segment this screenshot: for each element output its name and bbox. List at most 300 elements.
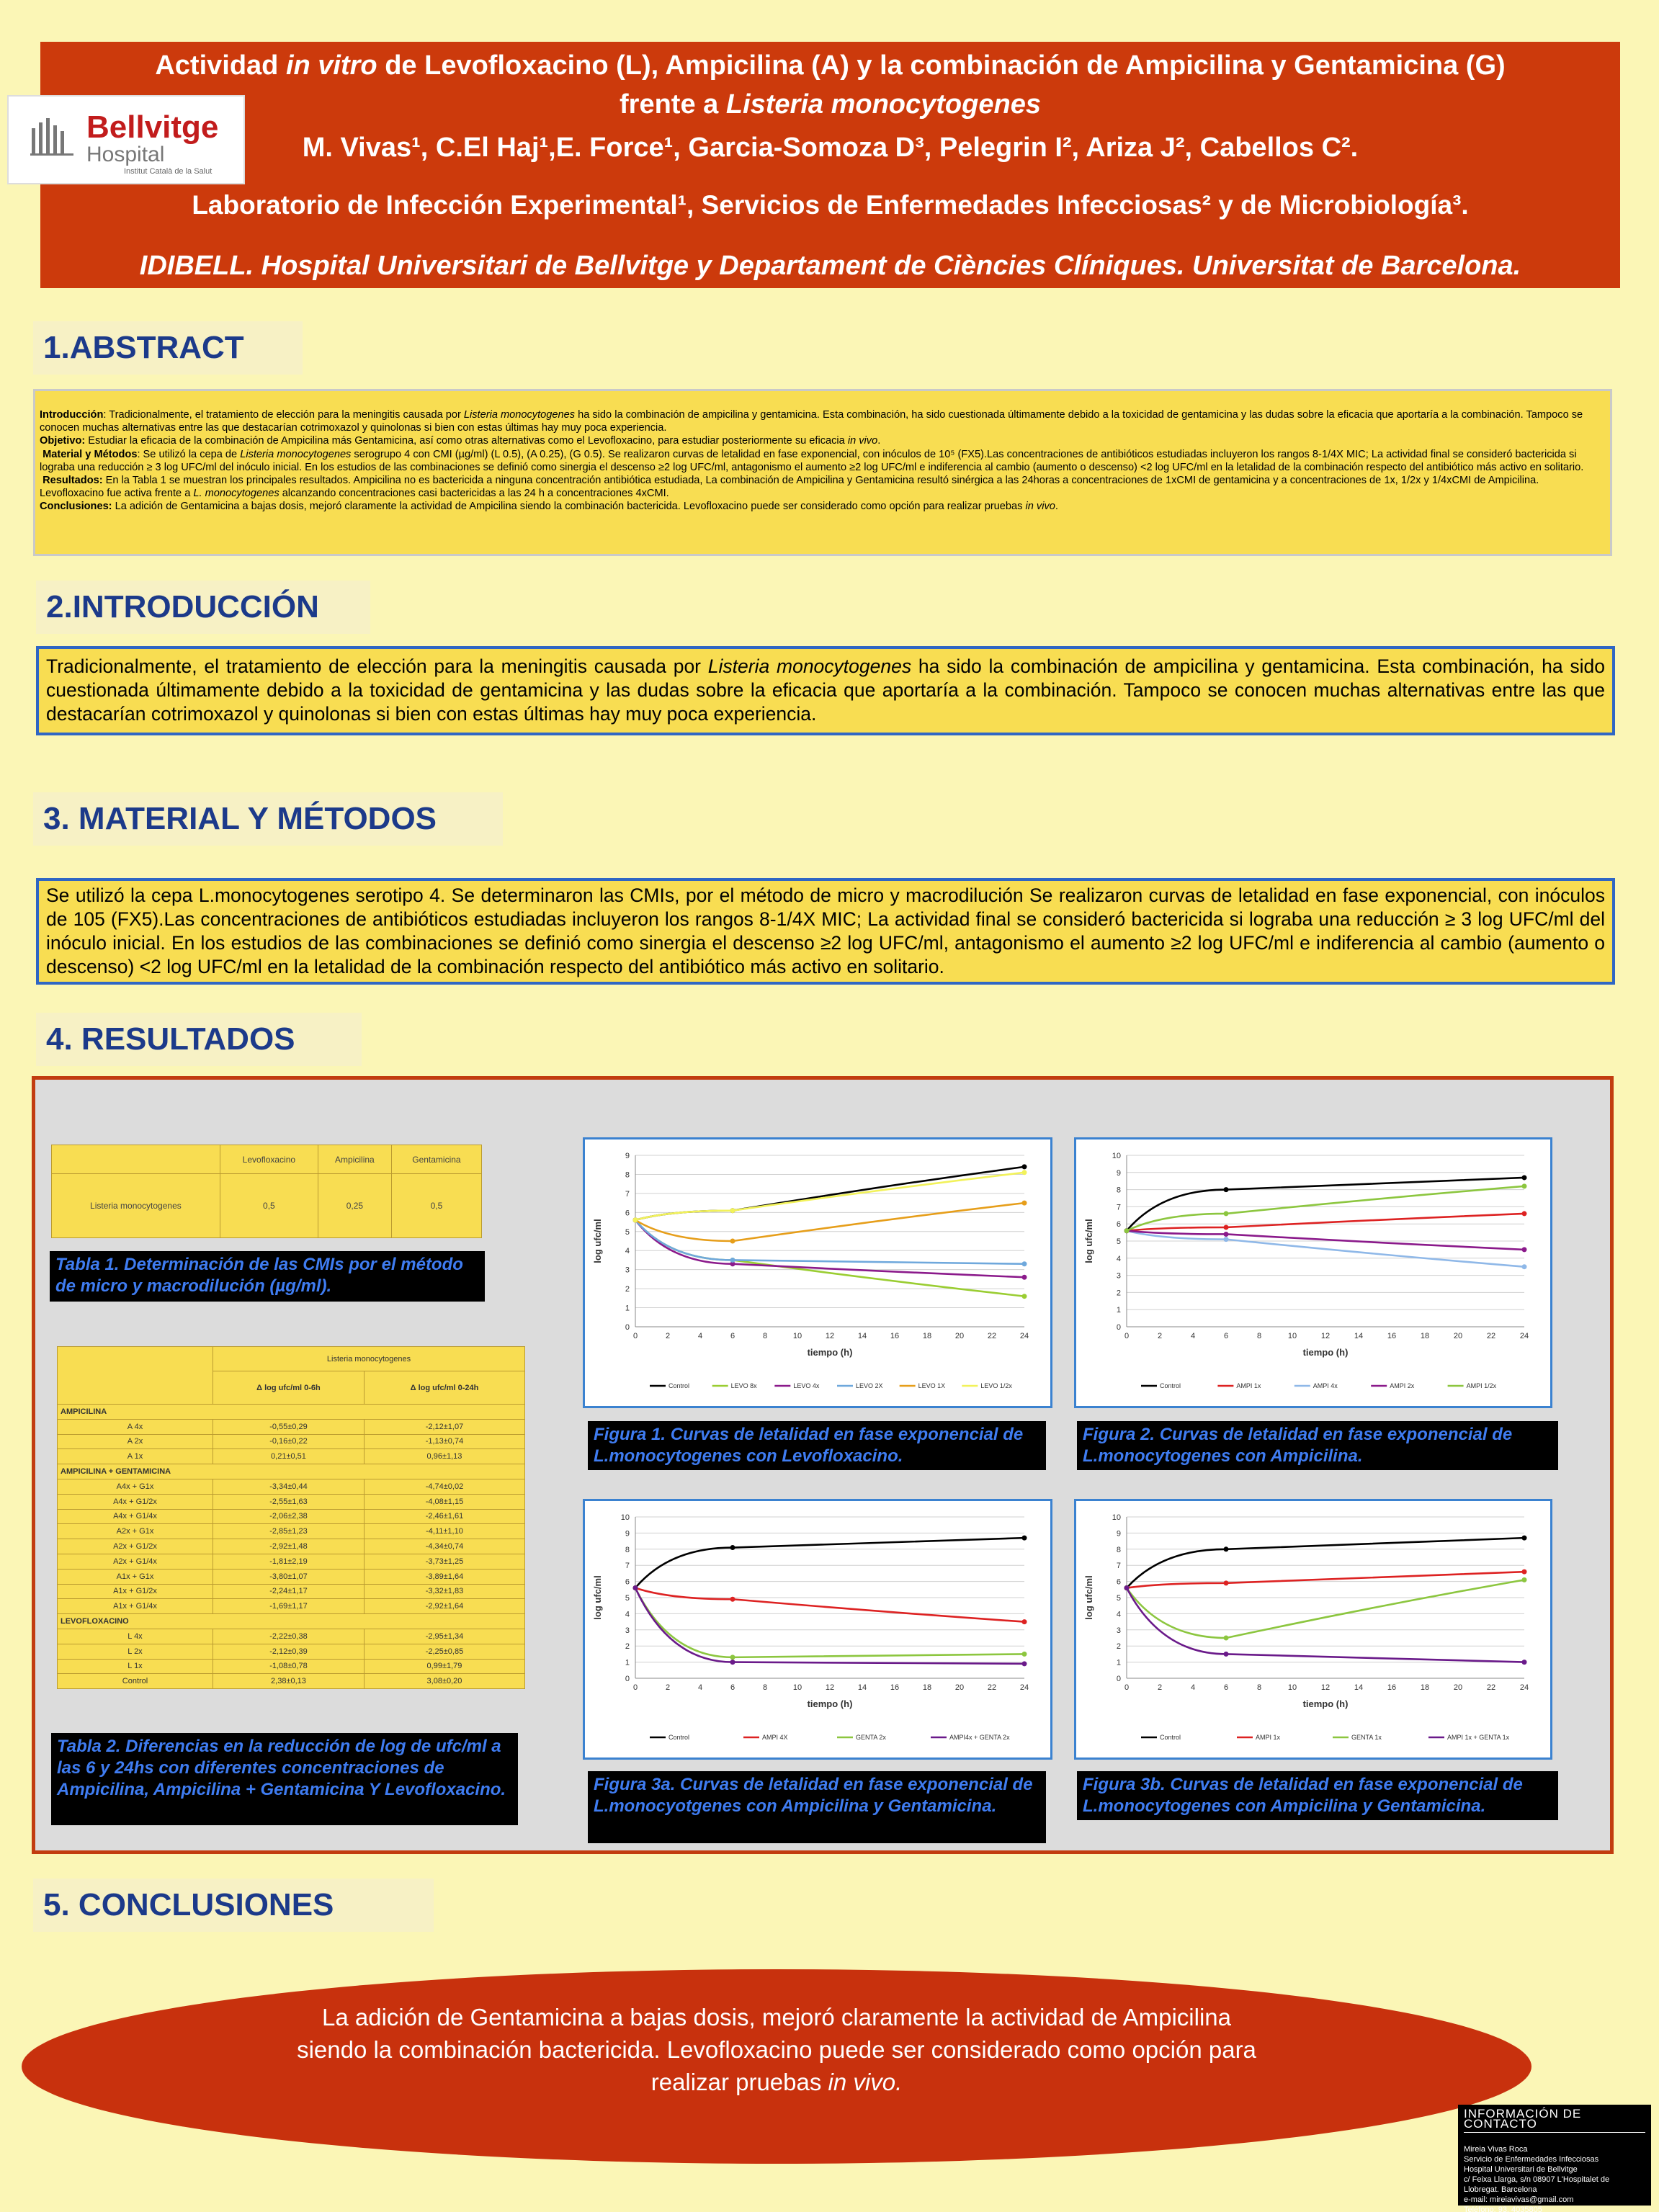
x-tick-label: 4 [697, 1332, 703, 1340]
table2-caption: Tabla 2. Diferencias en la reducción de log de ufc/ml a las 6 y 24hs con diferentes concentraciones de Ampicilina, Ampicilina + Gentamicina Y Levofloxacino. [51, 1733, 518, 1825]
series-line-ampi-2x [1127, 1231, 1524, 1250]
table1-header-cell: Gentamicina [391, 1145, 481, 1174]
y-tick-label: 9 [1116, 1168, 1121, 1178]
x-tick-label: 6 [730, 1332, 735, 1340]
table2-title: Listeria monocytogenes [213, 1347, 525, 1371]
data-point [1522, 1175, 1527, 1180]
x-tick-label: 0 [632, 1683, 638, 1692]
table2-group-row [58, 1464, 525, 1479]
table2-row [58, 1599, 525, 1614]
table2-row [58, 1584, 525, 1599]
abstract-methods: Material y Métodos: Se utilizó la cepa de Listeria monocytogenes serogrupo 4 con CMI (µg/ml) (L 0.5), (A 0.25), (G 0.5). Se realizaron curvas de letalidad en fase exponencial, con inóculos de 10⁵ (FX5).Las concentraciones de antibióticos estudiadas incluyeron los rangos 8-1/4X MIC; La actividad final se consideró bactericida si lograba una reducción ≥ 3 log UFC/ml del inóculo inicial. En los estudios de las combinaciones se definió como sinergia el descenso ≥2 log UFC/ml, antagonismo el aumento ≥2 log UFC/ml e indiferencia al cambio (aumento o descenso) <2 log UFC/ml en la letalidad de la combinación respecto del antibiótico más activo en solitario. [40, 448, 1584, 473]
table2-cell: -4,34±0,74 [364, 1539, 524, 1554]
x-tick-label: 8 [1256, 1332, 1262, 1340]
y-tick-label: 0 [1116, 1675, 1121, 1683]
data-point [730, 1258, 735, 1263]
table2-cell: 2,38±0,13 [213, 1674, 365, 1689]
x-tick-label: 16 [1387, 1683, 1397, 1692]
table2-row [58, 1509, 525, 1524]
table2-cell: A 4x [58, 1419, 213, 1434]
y-tick-label: 5 [1116, 1237, 1121, 1246]
institution: IDIBELL. Hospital Universitari de Bellvitge y Departament de Ciències Clíniques. Universitat de Barcelona. [139, 251, 1521, 281]
x-tick-label: 2 [1157, 1332, 1163, 1340]
legend-label: LEVO 1X [918, 1382, 946, 1389]
x-tick-label: 10 [792, 1683, 802, 1692]
chart-fig1 [583, 1137, 1052, 1408]
data-point [1224, 1224, 1229, 1230]
x-tick-label: 8 [762, 1683, 768, 1692]
table2-row [58, 1419, 525, 1434]
poster-title: Actividad in vitro de Levofloxacino (L), Ampicilina (A) y la combinación de Ampicilina y Gentamicina (G) frente a Listeria monocytogenes [155, 50, 1506, 120]
y-tick-label: 6 [1116, 1577, 1121, 1587]
y-tick-label: 10 [1112, 1152, 1121, 1160]
table2-cell: A 2x [58, 1434, 213, 1449]
table2-cell: A2x + G1/4x [58, 1554, 213, 1569]
table2-cell: -3,73±1,25 [364, 1554, 524, 1569]
contact-line: Teléfono: 93. 4035805 [1464, 2206, 1542, 2212]
x-axis-label: tiempo (h) [1302, 1698, 1349, 1709]
data-point [1224, 1580, 1229, 1585]
series-line-ampi-1x-genta-1x [1127, 1588, 1524, 1662]
logo-text-ics: Institut Català de la Salut [124, 167, 213, 176]
table2-cell: -0,16±0,22 [213, 1434, 365, 1449]
y-tick-label: 3 [1116, 1271, 1121, 1281]
table2-cell: -2,06±2,38 [213, 1509, 365, 1524]
y-tick-label: 6 [625, 1577, 630, 1587]
abstract-conclusions: Conclusiones: La adición de Gentamicina a bajas dosis, mejoró claramente la actividad de Ampicilina siendo la combinación bactericida. Levofloxacino puede ser considerado como opción para realizar pruebas in vivo. [40, 501, 1058, 513]
y-tick-label: 8 [625, 1545, 630, 1554]
legend-label: Control [668, 1734, 690, 1741]
x-tick-label: 24 [1519, 1683, 1529, 1692]
table2-cell: A1x + G1x [58, 1569, 213, 1584]
section-methods-heading: 3. MATERIAL Y MÉTODOS [33, 792, 503, 846]
intro-box: Tradicionalmente, el tratamiento de elección para la meningitis causada por Listeria monocytogenes ha sido la combinación de ampicilina y gentamicina. Esta combinación, ha sido cuestionada últimamente debido a la toxicidad de gentamicina y las dudas sobre la eficacia que aportaría a la combinación. Tampoco se conocen muchas alternativas entre las que destacarían cotrimoxazol y quinolonas si bien con estas últimas hay muy poca experiencia. [36, 646, 1615, 735]
section-results-heading: 4. RESULTADOS [36, 1013, 362, 1066]
table2-cell: -1,13±0,74 [364, 1434, 524, 1449]
data-point [1522, 1570, 1527, 1575]
legend-label: Control [1160, 1382, 1181, 1389]
data-point [730, 1208, 735, 1213]
fig2-caption: Figura 2. Curvas de letalidad en fase exponencial de L.monocytogenes con Ampicilina. [1077, 1421, 1558, 1470]
table2-cell: -3,89±1,64 [364, 1569, 524, 1584]
legend-label: LEVO 1/2x [980, 1382, 1012, 1389]
x-tick-label: 0 [1124, 1332, 1130, 1340]
x-tick-label: 22 [987, 1683, 997, 1692]
table1-cell: 0,5 [220, 1174, 318, 1238]
x-tick-label: 14 [857, 1332, 867, 1340]
table2-cell: -2,55±1,63 [213, 1494, 365, 1509]
data-point [730, 1654, 735, 1660]
data-point [1224, 1187, 1229, 1192]
table2-cell: -1,81±2,19 [213, 1554, 365, 1569]
table1-header-cell: Levofloxacino [220, 1145, 318, 1174]
series-line-levo-1x [635, 1203, 1024, 1241]
x-tick-label: 16 [890, 1332, 900, 1340]
x-tick-label: 14 [1354, 1683, 1364, 1692]
legend-label: GENTA 1x [1351, 1734, 1382, 1741]
x-tick-label: 2 [1157, 1683, 1163, 1692]
table2-cell: -2,12±0,39 [213, 1644, 365, 1659]
fig3b-caption: Figura 3b. Curvas de letalidad en fase exponencial de L.monocytogenes con Ampicilina y Gentamicina. [1077, 1771, 1558, 1820]
y-tick-label: 4 [625, 1610, 630, 1619]
table2-cell: A4x + G1/2x [58, 1494, 213, 1509]
x-tick-label: 12 [825, 1332, 835, 1340]
y-tick-label: 7 [1116, 1562, 1121, 1571]
legend-label: LEVO 8x [730, 1382, 757, 1389]
table2-cell: -2,24±1,17 [213, 1584, 365, 1599]
y-tick-label: 8 [1116, 1186, 1121, 1195]
legend-label: GENTA 2x [856, 1734, 886, 1741]
legend-label: AMPI 1/2x [1466, 1382, 1497, 1389]
legend-label: LEVO 2X [856, 1382, 883, 1389]
table2-row [58, 1644, 525, 1659]
data-point [1522, 1183, 1527, 1188]
table2-cell: A2x + G1x [58, 1524, 213, 1539]
series-line-levo-1-2x [635, 1173, 1024, 1220]
data-point [1022, 1536, 1027, 1541]
x-tick-label: 24 [1019, 1683, 1029, 1692]
y-tick-label: 5 [1116, 1594, 1121, 1603]
data-point [1224, 1636, 1229, 1641]
x-tick-label: 4 [1190, 1683, 1196, 1692]
y-axis-label: log ufc/ml [1083, 1219, 1094, 1263]
table2-cell: 0,21±0,51 [213, 1449, 365, 1464]
table1-header-cell [52, 1145, 220, 1174]
data-point [1022, 1261, 1027, 1266]
table2-cell: A2x + G1/2x [58, 1539, 213, 1554]
table2-cell: -4,74±0,02 [364, 1479, 524, 1494]
data-point [1224, 1652, 1229, 1657]
abstract-results: Resultados: En la Tabla 1 se muestran los principales resultados. Ampicilina no es bactericida a ninguna concentración antibiótica estudiada, La combinación de Ampicilina y Gentamicina resultó sinérgica a las 24horas a concentraciones de 1xCMI de gentamicina y a concentraciones de 1x, 1/2x y 1/4xCMI de Ampicilina. Levofloxacino fue activa frente a L. monocytogenes alcanzando concentraciones casi bactericidas a las 24 h a concentraciones 4xCMI. [40, 475, 1539, 500]
y-tick-label: 9 [625, 1529, 630, 1539]
y-tick-label: 3 [1116, 1626, 1121, 1635]
table-mic [51, 1145, 482, 1238]
data-point [1022, 1201, 1027, 1206]
x-tick-label: 4 [1190, 1332, 1196, 1340]
conclusions-text: La adición de Gentamicina a bajas dosis, mejoró claramente la actividad de Ampicilina siendo la combinación bactericida. Levofloxacino puede ser considerado como opción para realizar pruebas in vivo. [297, 2004, 1256, 2095]
x-tick-label: 14 [1354, 1332, 1364, 1340]
table2-cell: A 1x [58, 1449, 213, 1464]
table2-row [58, 1674, 525, 1689]
data-point [730, 1597, 735, 1602]
x-tick-label: 16 [1387, 1332, 1397, 1340]
legend-label: AMPI 1x [1256, 1734, 1281, 1741]
table2-cell: A1x + G1/4x [58, 1599, 213, 1614]
data-point [1224, 1232, 1229, 1237]
y-tick-label: 2 [1116, 1642, 1121, 1652]
legend-label: AMPI 2x [1390, 1382, 1415, 1389]
table2-row [58, 1539, 525, 1554]
table2-row [58, 1494, 525, 1509]
table2-corner [58, 1347, 213, 1405]
affiliations: Laboratorio de Infección Experimental¹, Servicios de Enfermedades Infecciosas² y de Microbiología³. [192, 190, 1469, 220]
data-point [1022, 1652, 1027, 1657]
y-tick-label: 9 [1116, 1529, 1121, 1539]
table2-cell: -2,22±0,38 [213, 1629, 365, 1644]
x-tick-label: 12 [825, 1683, 835, 1692]
legend-label: AMPI4x + GENTA 2x [949, 1734, 1010, 1741]
logo-text-hospital: Hospital [86, 143, 165, 166]
table2-row [58, 1629, 525, 1644]
y-tick-label: 2 [1116, 1289, 1121, 1298]
table1-cell: 0,5 [391, 1174, 481, 1238]
table2-cell: 3,08±0,20 [364, 1674, 524, 1689]
x-tick-label: 20 [1453, 1332, 1463, 1340]
x-tick-label: 18 [1420, 1332, 1430, 1340]
x-tick-label: 2 [665, 1683, 671, 1692]
y-tick-label: 7 [625, 1562, 630, 1571]
table2-group-row [58, 1405, 525, 1420]
x-tick-label: 14 [857, 1683, 867, 1692]
data-point [633, 1217, 638, 1222]
chart-fig2-svg [1076, 1139, 1550, 1406]
x-tick-label: 20 [954, 1683, 965, 1692]
chart-fig3a [583, 1499, 1052, 1760]
logo-bars-icon [30, 118, 73, 156]
series-line-ampi-4x [635, 1588, 1024, 1622]
table2-group-label: AMPICILINA + GENTAMICINA [58, 1464, 525, 1479]
table2-col-header: Δ log ufc/ml 0-24h [364, 1371, 524, 1405]
table2-cell: -2,46±1,61 [364, 1509, 524, 1524]
table2-cell: A1x + G1/2x [58, 1584, 213, 1599]
logo-text-bellvitge: Bellvitge [86, 109, 219, 145]
y-axis-label: log ufc/ml [1083, 1575, 1094, 1620]
y-tick-label: 4 [625, 1247, 630, 1256]
abstract-box [33, 389, 1612, 556]
x-tick-label: 22 [987, 1332, 997, 1340]
y-tick-label: 0 [625, 1675, 630, 1683]
x-tick-label: 18 [1420, 1683, 1430, 1692]
data-point [1022, 1619, 1027, 1624]
table2-cell: -2,92±1,64 [364, 1599, 524, 1614]
x-tick-label: 2 [665, 1332, 671, 1340]
data-point [730, 1545, 735, 1550]
y-tick-label: 6 [625, 1209, 630, 1218]
y-tick-label: 8 [625, 1170, 630, 1180]
legend-label: AMPI 1x [1236, 1382, 1261, 1389]
data-point [730, 1660, 735, 1665]
table2-cell: -2,25±0,85 [364, 1644, 524, 1659]
data-point [1224, 1237, 1229, 1242]
table2-cell: -2,12±1,07 [364, 1419, 524, 1434]
y-tick-label: 4 [1116, 1610, 1121, 1619]
x-tick-label: 8 [762, 1332, 768, 1340]
fig3a-caption: Figura 3a. Curvas de letalidad en fase exponencial de L.monocyotgenes con Ampicilina y Gentamicina. [588, 1771, 1046, 1843]
chart-fig3a-svg [585, 1501, 1050, 1757]
legend-label: Control [1160, 1734, 1181, 1741]
x-tick-label: 10 [792, 1332, 802, 1340]
table2-row [58, 1449, 525, 1464]
data-point [1522, 1247, 1527, 1252]
table2-row [58, 1659, 525, 1674]
table2-cell: -2,85±1,23 [213, 1524, 365, 1539]
data-point [1124, 1585, 1130, 1590]
y-tick-label: 5 [625, 1594, 630, 1603]
y-tick-label: 8 [1116, 1545, 1121, 1554]
y-tick-label: 7 [625, 1189, 630, 1199]
table2-cell: -4,11±1,10 [364, 1524, 524, 1539]
data-point [1522, 1660, 1527, 1665]
bellvitge-logo [7, 95, 245, 184]
table2-row [58, 1434, 525, 1449]
y-tick-label: 1 [1116, 1658, 1121, 1667]
table1-caption: Tabla 1. Determinación de las CMIs por el método de micro y macrodilución (µg/ml). [50, 1251, 485, 1302]
x-tick-label: 0 [1124, 1683, 1130, 1692]
y-axis-label: log ufc/ml [592, 1219, 603, 1263]
section-intro-heading: 2.INTRODUCCIÓN [36, 581, 370, 634]
table2-cell: 0,96±1,13 [364, 1449, 524, 1464]
table2-row [58, 1554, 525, 1569]
x-tick-label: 20 [1453, 1683, 1463, 1692]
x-tick-label: 6 [730, 1683, 735, 1692]
x-tick-label: 18 [922, 1332, 932, 1340]
table2-cell: L 2x [58, 1644, 213, 1659]
y-tick-label: 0 [625, 1323, 630, 1332]
fig1-caption: Figura 1. Curvas de letalidad en fase exponencial de L.monocytogenes con Levofloxacino. [588, 1421, 1046, 1470]
table2-cell: 0,99±1,79 [364, 1659, 524, 1674]
legend-label: AMPI 4X [762, 1734, 788, 1741]
table2-cell: -3,80±1,07 [213, 1569, 365, 1584]
y-tick-label: 7 [1116, 1203, 1121, 1212]
table1-header-cell: Ampicilina [318, 1145, 391, 1174]
table2-cell: -2,92±1,48 [213, 1539, 365, 1554]
x-tick-label: 20 [954, 1332, 965, 1340]
table2-cell: -4,08±1,15 [364, 1494, 524, 1509]
series-line-levo-4x [635, 1220, 1024, 1277]
series-line-ampi-4x [1127, 1231, 1524, 1267]
table2-cell: -2,95±1,34 [364, 1629, 524, 1644]
legend-label: Control [668, 1382, 690, 1389]
series-line-control [635, 1538, 1024, 1588]
x-tick-label: 18 [922, 1683, 932, 1692]
table2-row [58, 1479, 525, 1494]
table2-row [58, 1569, 525, 1584]
x-tick-label: 6 [1223, 1683, 1229, 1692]
table1-cell: Listeria monocytogenes [52, 1174, 220, 1238]
table2-cell: -3,32±1,83 [364, 1584, 524, 1599]
contact-line: Servicio de Enfermedades Infecciosas [1464, 2155, 1599, 2164]
conclusions-ellipse [22, 1969, 1531, 2164]
x-axis-label: tiempo (h) [807, 1698, 853, 1709]
y-tick-label: 4 [1116, 1254, 1121, 1263]
table2-group-row [58, 1614, 525, 1629]
x-tick-label: 16 [890, 1683, 900, 1692]
table1-cell: 0,25 [318, 1174, 391, 1238]
contact-heading: INFORMACIÓN DE CONTACTO [1464, 2109, 1645, 2133]
chart-fig2 [1074, 1137, 1552, 1408]
x-tick-label: 10 [1287, 1683, 1297, 1692]
table2-cell: -0,55±0,29 [213, 1419, 365, 1434]
x-tick-label: 22 [1486, 1683, 1496, 1692]
data-point [1224, 1546, 1229, 1551]
table2-col-header: Δ log ufc/ml 0-6h [213, 1371, 365, 1405]
chart-fig3b [1074, 1499, 1552, 1760]
x-tick-label: 6 [1223, 1332, 1229, 1340]
x-axis-label: tiempo (h) [807, 1347, 853, 1358]
data-point [1224, 1211, 1229, 1216]
data-point [1522, 1577, 1527, 1582]
y-tick-label: 9 [625, 1152, 630, 1160]
data-point [1124, 1228, 1130, 1233]
chart-fig3b-svg [1076, 1501, 1550, 1757]
legend-label: AMPI 4x [1313, 1382, 1338, 1389]
contact-line: Llobregat. Barcelona [1464, 2185, 1537, 2194]
table2-group-label: AMPICILINA [58, 1405, 525, 1420]
abstract-intro: Introducción: Tradicionalmente, el tratamiento de elección para la meningitis causada por Listeria monocytogenes ha sido la combinación de ampicilina y gentamicina. Esta combinación, ha sido cuestionada últimamente debido a la toxicidad de gentamicina y las dudas sobre la eficacia que aportaría a la combinación. Tampoco se conocen muchas alternativas entre las que destacarían cotrimoxazol y quinolonas si bien con estas últimas hay muy poca experiencia. [40, 409, 1583, 434]
y-tick-label: 2 [625, 1285, 630, 1294]
series-line-ampi4x-genta-2x [635, 1588, 1024, 1664]
data-point [1522, 1264, 1527, 1269]
data-point [1022, 1170, 1027, 1175]
table2-cell: A4x + G1/4x [58, 1509, 213, 1524]
table2-group-label: LEVOFLOXACINO [58, 1614, 525, 1629]
x-tick-label: 22 [1486, 1332, 1496, 1340]
y-tick-label: 3 [625, 1266, 630, 1275]
y-tick-label: 5 [625, 1227, 630, 1237]
x-tick-label: 4 [697, 1683, 703, 1692]
x-tick-label: 10 [1287, 1332, 1297, 1340]
data-point [1022, 1294, 1027, 1299]
data-point [1522, 1211, 1527, 1216]
authors: M. Vivas¹, C.El Haj¹,E. Force¹, Garcia-Somoza D³, Pelegrin I², Ariza J², Cabellos C². [302, 133, 1359, 163]
methods-box: Se utilizó la cepa L.monocytogenes serotipo 4. Se determinaron las CMIs, por el método de micro y macrodilución Se realizaron curvas de letalidad en fase exponencial, con inóculos de 105 (FX5).Las concentraciones de antibióticos estudiadas incluyeron los rangos 8-1/4X MIC; La actividad final se consideró bactericida si lograba una reducción ≥ 3 log UFC/ml del inóculo inicial. En los estudios de las combinaciones se definió como sinergia el descenso ≥2 log UFC/ml, antagonismo el aumento ≥2 log UFC/ml e indiferencia al cambio (aumento o descenso) <2 log UFC/ml en la letalidad de la combinación respecto del antibiótico más activo en solitario. [36, 878, 1615, 985]
table2-row [58, 1524, 525, 1539]
series-line-control [1127, 1538, 1524, 1588]
x-tick-label: 24 [1519, 1332, 1529, 1340]
x-tick-label: 12 [1320, 1332, 1331, 1340]
table2-cell: L 1x [58, 1659, 213, 1674]
y-axis-label: log ufc/ml [592, 1575, 603, 1620]
data-point [1022, 1661, 1027, 1666]
y-tick-label: 1 [1116, 1306, 1121, 1315]
table2-cell: -3,34±0,44 [213, 1479, 365, 1494]
section-conclusions-heading: 5. CONCLUSIONES [33, 1879, 434, 1932]
y-tick-label: 1 [625, 1658, 630, 1667]
y-tick-label: 6 [1116, 1220, 1121, 1230]
table2-cell: L 4x [58, 1629, 213, 1644]
x-tick-label: 12 [1320, 1683, 1331, 1692]
legend-label: LEVO 4x [793, 1382, 820, 1389]
legend-label: AMPI 1x + GENTA 1x [1447, 1734, 1510, 1741]
section-abstract-heading: 1.ABSTRACT [33, 321, 303, 375]
chart-fig1-svg [585, 1139, 1050, 1406]
table2-cell: A4x + G1x [58, 1479, 213, 1494]
data-point [633, 1585, 638, 1590]
contact-info-box [1458, 2105, 1651, 2212]
y-tick-label: 2 [625, 1642, 630, 1652]
table-log-reduction [57, 1346, 525, 1689]
table2-cell: -1,08±0,78 [213, 1659, 365, 1674]
table2-cell: Control [58, 1674, 213, 1689]
y-tick-label: 3 [625, 1626, 630, 1635]
series-line-ampi-1x [1127, 1572, 1524, 1588]
poster-header [40, 42, 1620, 288]
y-tick-label: 1 [625, 1304, 630, 1313]
series-line-genta-1x [1127, 1580, 1524, 1638]
table2-cell: -1,69±1,17 [213, 1599, 365, 1614]
table2-body [58, 1347, 525, 1689]
contact-line: Hospital Universitari de Bellvitge [1464, 2165, 1578, 2174]
y-tick-label: 10 [1112, 1513, 1121, 1522]
contact-line: c/ Feixa Llarga, s/n 08907 L'Hospitalet de [1464, 2175, 1610, 2184]
data-point [1022, 1275, 1027, 1280]
contact-line: e-mail: mireiavivas@gmail.com [1464, 2195, 1574, 2204]
x-tick-label: 8 [1256, 1683, 1262, 1692]
x-tick-label: 24 [1019, 1332, 1029, 1340]
data-point [1022, 1164, 1027, 1169]
x-axis-label: tiempo (h) [1302, 1347, 1349, 1358]
abstract-objective: Objetivo: Estudiar la eficacia de la combinación de Ampicilina más Gentamicina, así como otras alternativas como el Levofloxacino, para estudiar posteriormente su eficacia in vivo. [40, 435, 881, 447]
